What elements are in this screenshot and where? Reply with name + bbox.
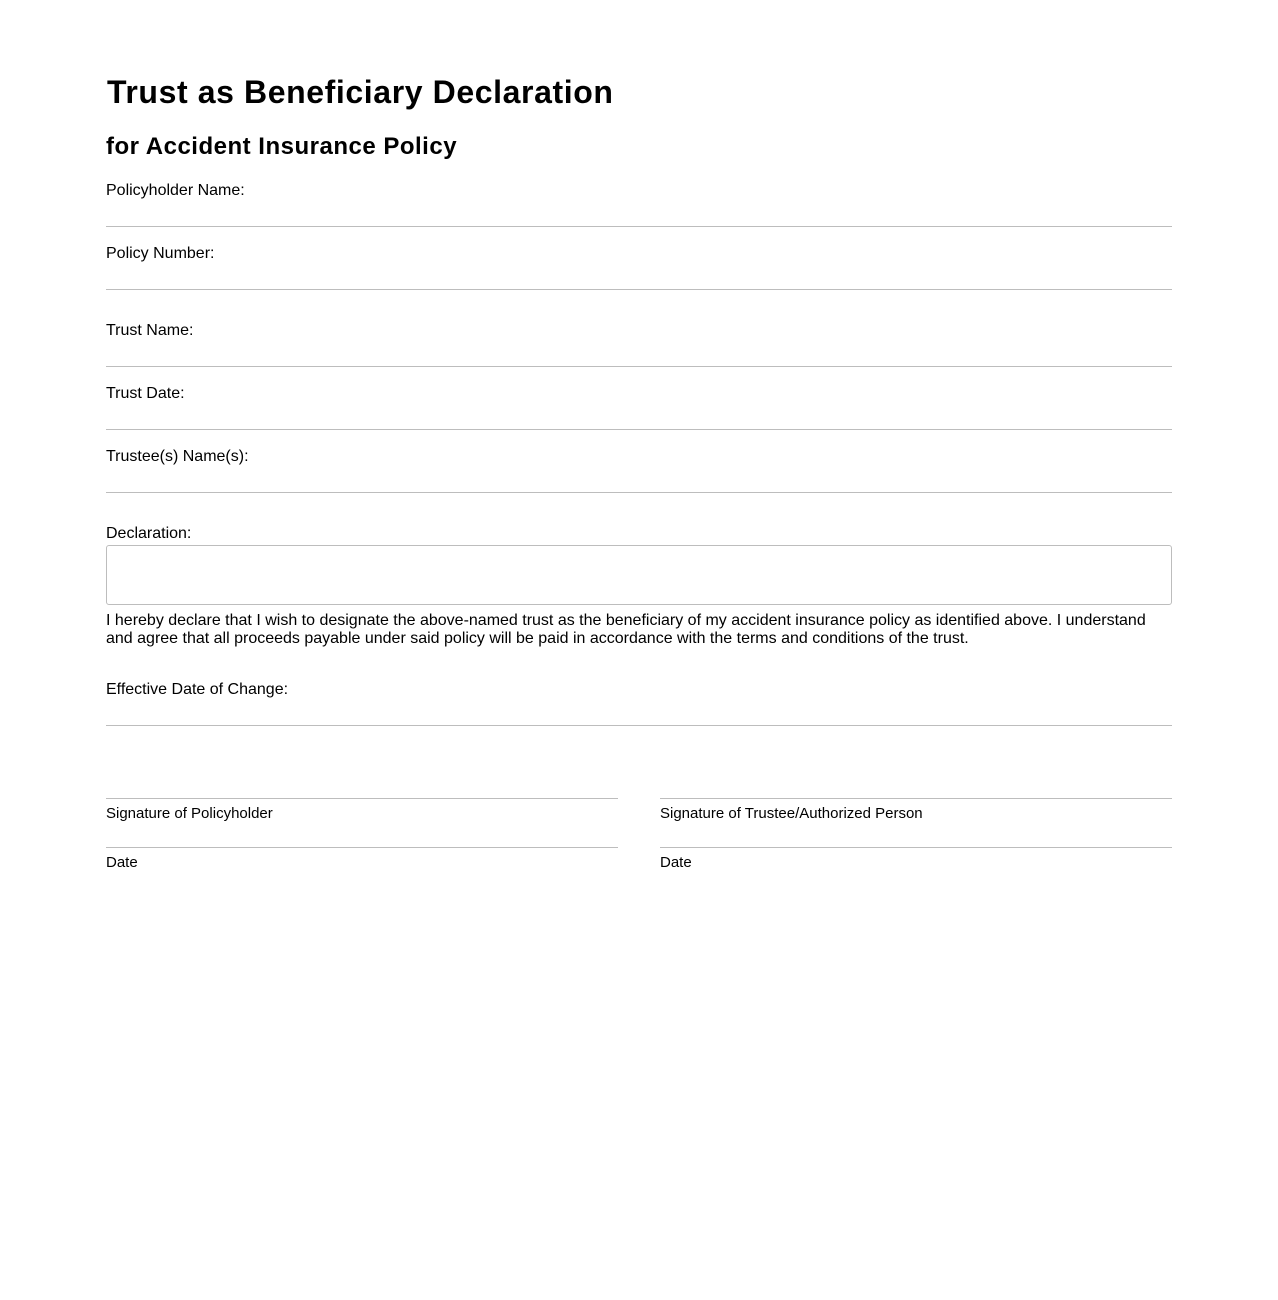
trustee-signature-label: Signature of Trustee/Authorized Person (660, 805, 923, 822)
effective-date-label: Effective Date of Change: (106, 681, 289, 698)
declaration-statement: I hereby declare that I wish to designate the above-named trust as the beneficiary of my accident insurance policy as identified above. I understand and agree that all proceeds payable under said policy will be paid in accordance with the terms and conditions of the trust. (106, 612, 1146, 647)
page-title: Trust as Beneficiary Declaration (107, 74, 614, 110)
page-subtitle: for Accident Insurance Policy (106, 133, 458, 160)
policyholder-signature-label: Signature of Policyholder (106, 805, 273, 822)
policyholder-date-label: Date (106, 854, 138, 871)
policy-number-input[interactable] (106, 263, 1172, 290)
trustee-names-label: Trustee(s) Name(s): (106, 448, 249, 465)
policyholder-date-line[interactable] (106, 847, 618, 848)
policyholder-name-label: Policyholder Name: (106, 182, 245, 199)
trustee-signature-line[interactable] (660, 798, 1172, 799)
declaration-textarea[interactable] (106, 545, 1172, 605)
trust-name-input[interactable] (106, 340, 1172, 367)
trust-date-label: Trust Date: (106, 385, 185, 402)
trustee-date-label: Date (660, 854, 692, 871)
policy-number-label: Policy Number: (106, 245, 215, 262)
trust-name-label: Trust Name: (106, 322, 194, 339)
policyholder-name-input[interactable] (106, 200, 1172, 227)
trust-date-input[interactable] (106, 403, 1172, 430)
trustee-date-line[interactable] (660, 847, 1172, 848)
policyholder-signature-line[interactable] (106, 798, 618, 799)
declaration-label: Declaration: (106, 525, 192, 542)
effective-date-input[interactable] (106, 699, 1172, 726)
trustee-names-input[interactable] (106, 466, 1172, 493)
